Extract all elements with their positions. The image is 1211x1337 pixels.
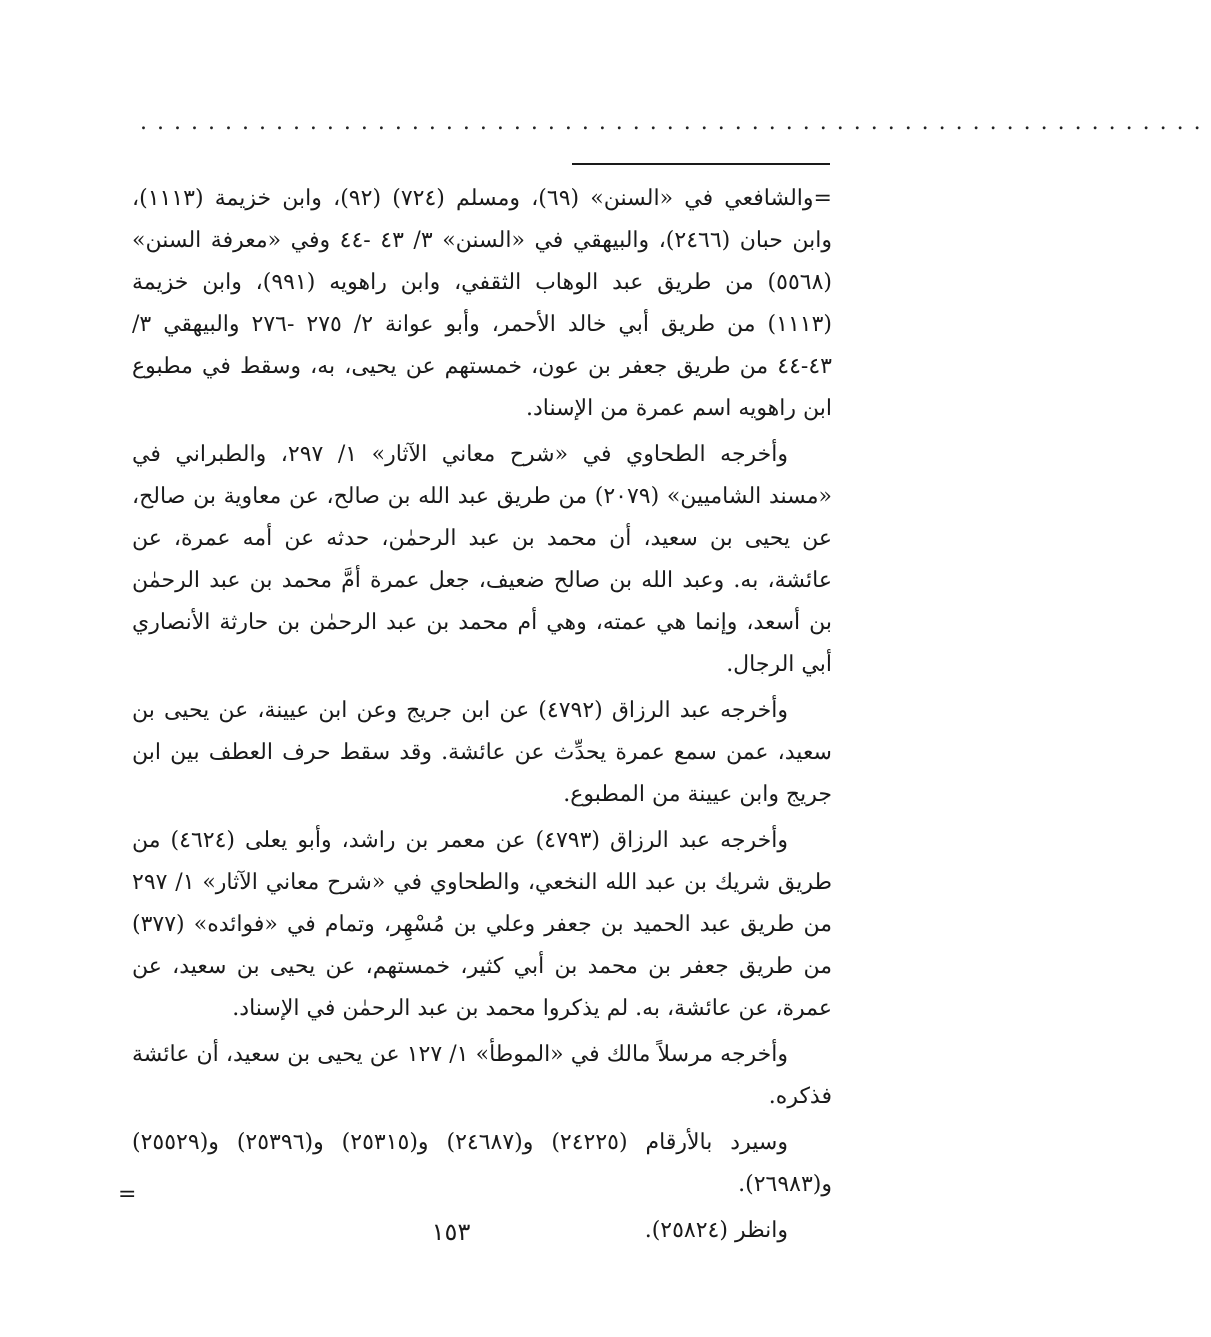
continuation-mark: =	[118, 1182, 137, 1207]
footnote-paragraph-2: وأخرجه الطحاوي في «شرح معاني الآثار» ١/ ٢٩٧، والطبراني في «مسند الشاميين» (٢٠٧٩) من طريق عبد الله بن صالح، عن معاوية بن صالح، عن يحيى بن سعيد، أن محمد بن عبد الرحمٰن، حدثه عن أمه عمرة، عن عائشة، به. وعبد الله بن صالح ضعيف، جعل عمرة أمَّ محمد بن عبد الرحمٰن بن أسعد، وإنما هي عمته، وهي أم محمد بن عبد الرحمٰن بن حارثة الأنصاري أبي الرجال.	[132, 442, 832, 677]
footnote-paragraph-6: وسيرد بالأرقام (٢٤٢٢٥) و(٢٤٦٨٧) و(٢٥٣١٥) و(٢٥٣٩٦) و(٢٥٥٢٩) و(٢٦٩٨٣).	[132, 1130, 832, 1197]
footnote-paragraph-1: =والشافعي في «السنن» (٦٩)، ومسلم (٧٢٤) (٩٢)، وابن خزيمة (١١١٣)، وابن حبان (٢٤٦٦)، والبيهقي في «السنن» ٣/ ٤٣ -٤٤ وفي «معرفة السنن» (٥٥٦٨) من طريق عبد الوهاب الثقفي، وابن راهويه (٩٩١)، وابن خزيمة (١١١٣) من طريق أبي خالد الأحمر، وأبو عوانة ٢/ ٢٧٥ -٢٧٦ والبيهقي ٣/ ٤٣-٤٤ من طريق جعفر بن عون، خمستهم عن يحيى، به، وسقط في مطبوع ابن راهويه اسم عمرة من الإسناد.	[132, 186, 832, 421]
footnote-paragraph-7: وانظر (٢٥٨٢٤).	[644, 1218, 788, 1243]
footnote-paragraph-5: وأخرجه مرسلاً مالك في «الموطأ» ١/ ١٢٧ عن يحيى بن سعيد، أن عائشة فذكره.	[132, 1042, 832, 1109]
footnote-paragraph-4: وأخرجه عبد الرزاق (٤٧٩٣) عن معمر بن راشد، وأبو يعلى (٤٦٢٤) من طريق شريك بن عبد الله النخعي، والطحاوي في «شرح معاني الآثار» ١/ ٢٩٧ من طريق عبد الحميد بن جعفر وعلي بن مُسْهِر، وتمام في «فوائده» (٣٧٧) من طريق جعفر بن محمد بن أبي كثير، خمستهم، عن يحيى بن سعيد، عن عمرة، عن عائشة، به. لم يذكروا محمد بن عبد الرحمٰن في الإسناد.	[132, 828, 833, 1021]
footnote-separator-rule	[572, 163, 830, 165]
footnote-paragraph-3: وأخرجه عبد الرزاق (٤٧٩٢) عن ابن جريج وعن ابن عيينة، عن يحيى بن سعيد، عمن سمع عمرة يحدِّث عن عائشة. وقد سقط حرف العطف بين ابن جريج وابن عيينة من المطبوع.	[132, 698, 832, 807]
footnotes-block	[132, 178, 832, 1252]
page-number: ١٥٣	[431, 1218, 471, 1246]
header-dotted-line: ...............................................................	[140, 110, 1211, 135]
